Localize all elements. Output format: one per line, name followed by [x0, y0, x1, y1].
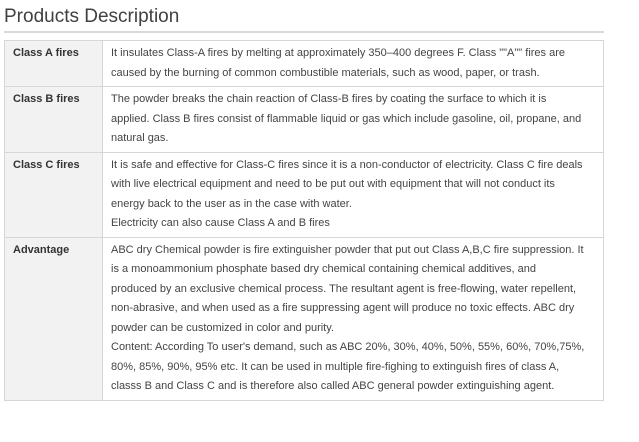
row-content-advantage [103, 237, 604, 400]
description-table [4, 40, 604, 401]
content-line: ABC dry Chemical powder is fire extinguisher powder that put out Class A,B,C fire suppression. It [111, 243, 584, 256]
row-label-class-b: Class B fires [5, 87, 103, 153]
content-line: It insulates Class-A fires by melting at approximately 350–400 degrees F. Class ""A"" fires are [111, 47, 565, 59]
row-label-advantage: Advantage [5, 237, 103, 400]
description-table-body [5, 41, 604, 401]
row-content-class-b [103, 87, 604, 153]
content-line: energy back to the user as in the case with water. [111, 197, 352, 210]
content-line: caused by the burning of common combustible materials, such as wood, paper, or trash. [111, 66, 540, 79]
row-content-class-c [103, 152, 604, 237]
row-label-class-c: Class C fires [5, 152, 103, 237]
row-label-class-a: Class A fires [5, 41, 103, 87]
title-divider [4, 31, 604, 33]
table-row-class-a [5, 41, 604, 87]
content-line: powder can be customized in color and purity. [111, 321, 334, 334]
row-content-class-a [103, 41, 604, 87]
content-line: Electricity can also cause Class A and B fires [111, 217, 330, 229]
content-line: applied. Class B fires consist of flammable liquid or gas which include gasoline, oil, propane, and [111, 112, 582, 125]
content-line: It is safe and effective for Class-C fires since it is a non-conductor of electricity. Class C fire deals [111, 158, 583, 171]
content-line: Content: According To user's demand, such as ABC 20%, 30%, 40%, 50%, 55%, 60%, 70%,75%, [111, 341, 585, 353]
content-line: is a monoammonium phosphate based dry chemical containing chemical additives, and [111, 263, 536, 275]
content-line: natural gas. [111, 132, 169, 144]
content-line: with live electrical equipment and need to be put out with equipment that will not conduct its [111, 178, 555, 190]
content-line: non-abrasive, and when used as a fire suppressing agent will produce no toxic effects. ABC dry [111, 302, 575, 314]
content-line: produced by an exclusive chemical process. The resultant agent is free-flowing, water repellent, [111, 282, 577, 295]
content-line: 80%, 85%, 90%, 95% etc. It can be used in multiple fire-fighing to extinguish fires of class A, [111, 360, 560, 373]
table-row-class-c [5, 152, 604, 237]
section-title: Products Description [4, 6, 180, 27]
content-line: classs B and Class C and is therefore also called ABC general powder extinguishing agent. [111, 380, 555, 392]
table-row-advantage [5, 237, 604, 400]
table-row-class-b [5, 87, 604, 153]
content-line: The powder breaks the chain reaction of Class-B fires by coating the surface to which it is [111, 93, 547, 105]
